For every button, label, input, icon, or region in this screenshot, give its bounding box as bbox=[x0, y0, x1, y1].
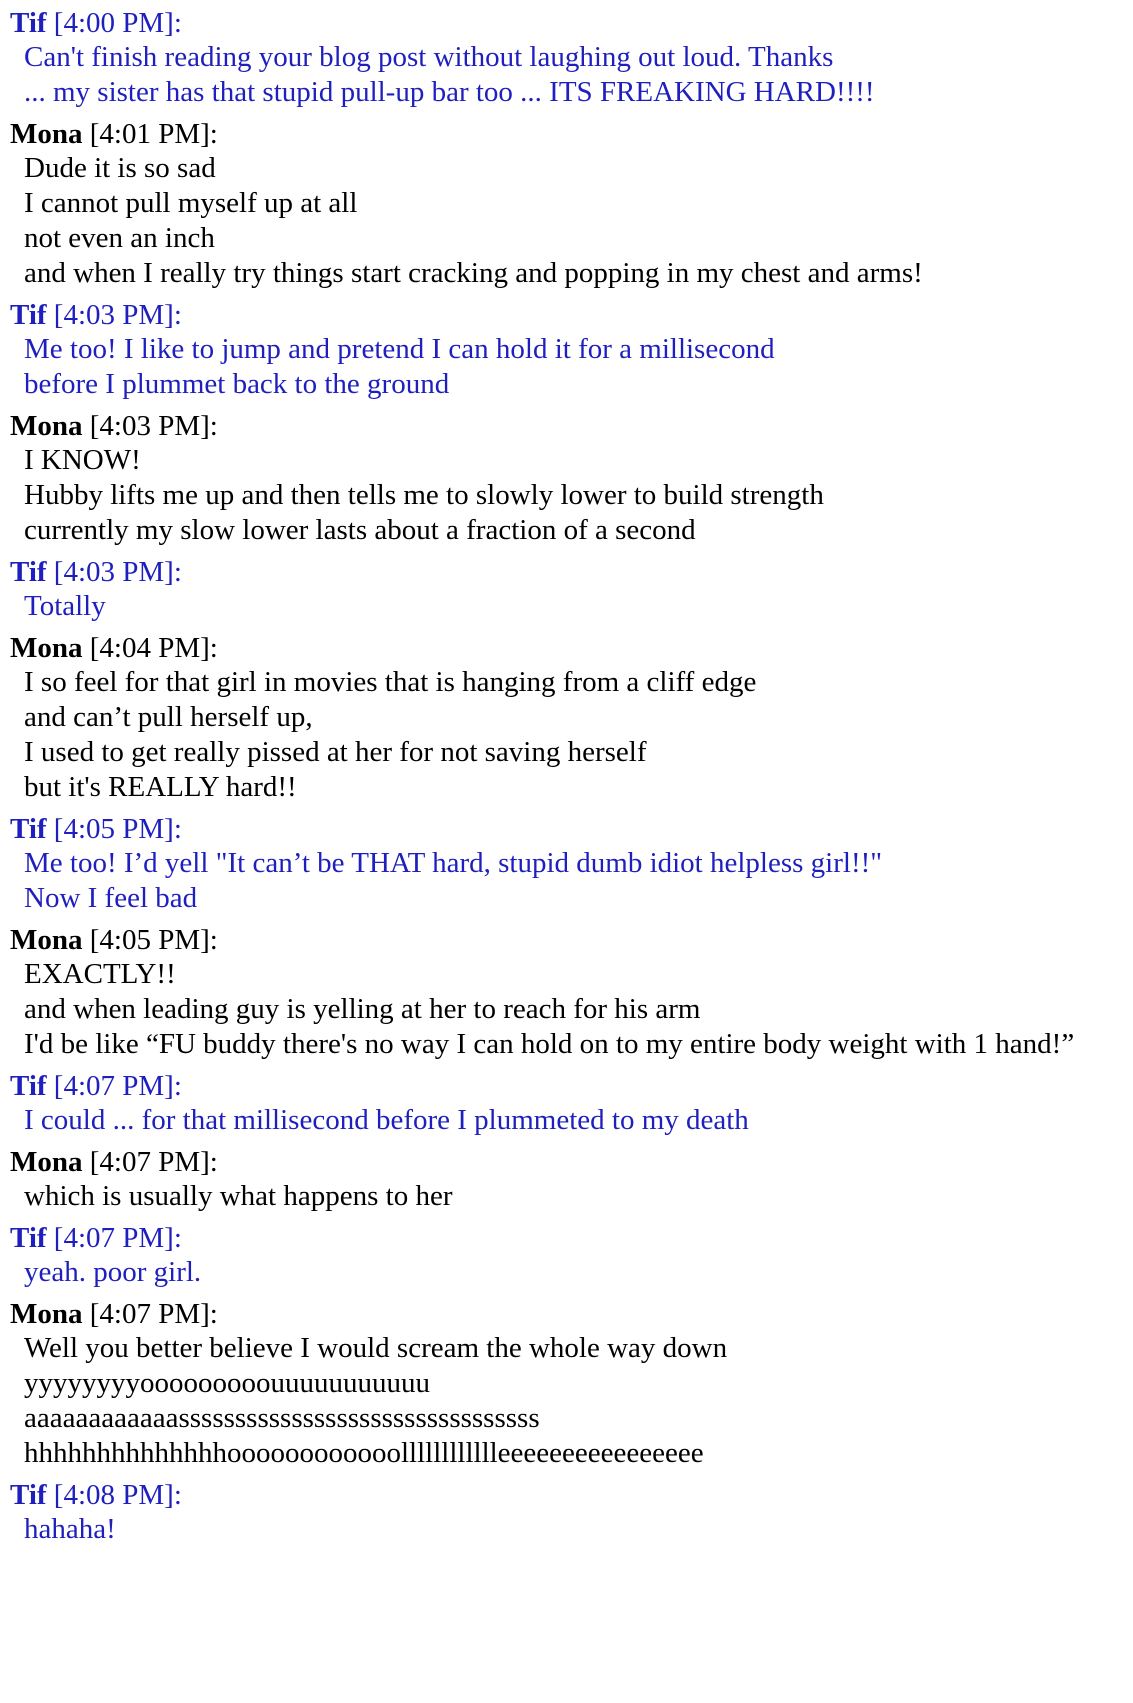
message-line: Now I feel bad bbox=[24, 882, 198, 914]
timestamp: [4:08 PM]: bbox=[53, 1479, 182, 1511]
chat-message bbox=[10, 555, 1125, 624]
message-line: I could ... for that millisecond before I plummeted to my death bbox=[24, 1104, 749, 1136]
chat-message bbox=[10, 6, 1125, 110]
timestamp: [4:03 PM]: bbox=[53, 299, 182, 331]
message-header bbox=[10, 555, 1125, 589]
message-header bbox=[10, 923, 1125, 957]
chat-transcript bbox=[10, 6, 1125, 1554]
timestamp: [4:04 PM]: bbox=[89, 632, 218, 664]
message-line: which is usually what happens to her bbox=[24, 1180, 453, 1212]
message-line: Me too! I’d yell "It can’t be THAT hard, stupid dumb idiot helpless girl!!" bbox=[24, 847, 883, 879]
message-line: ... my sister has that stupid pull-up bar too ... ITS FREAKING HARD!!!! bbox=[24, 76, 875, 108]
timestamp: [4:05 PM]: bbox=[89, 924, 218, 956]
sender-name: Tif bbox=[10, 1479, 47, 1511]
message-line: yeah. poor girl. bbox=[24, 1256, 202, 1288]
message-line: Me too! I like to jump and pretend I can hold it for a millisecond bbox=[24, 333, 775, 365]
chat-message bbox=[10, 298, 1125, 402]
message-header bbox=[10, 1069, 1125, 1103]
message-header bbox=[10, 812, 1125, 846]
chat-message bbox=[10, 1069, 1125, 1138]
timestamp: [4:07 PM]: bbox=[89, 1298, 218, 1330]
sender-name: Tif bbox=[10, 556, 47, 588]
message-header bbox=[10, 1478, 1125, 1512]
message-header bbox=[10, 6, 1125, 40]
sender-name: Tif bbox=[10, 1222, 47, 1254]
chat-message bbox=[10, 1221, 1125, 1290]
message-line: I cannot pull myself up at all bbox=[24, 187, 358, 219]
sender-name: Mona bbox=[10, 1146, 83, 1178]
message-line: EXACTLY!! bbox=[24, 958, 176, 990]
message-header bbox=[10, 1221, 1125, 1255]
chat-message bbox=[10, 117, 1125, 291]
message-line: and when I really try things start cracking and popping in my chest and arms! bbox=[24, 257, 923, 289]
timestamp: [4:07 PM]: bbox=[89, 1146, 218, 1178]
message-header bbox=[10, 1297, 1125, 1331]
chat-message bbox=[10, 923, 1125, 1062]
chat-message bbox=[10, 631, 1125, 805]
message-header bbox=[10, 117, 1125, 151]
message-line: currently my slow lower lasts about a fraction of a second bbox=[24, 514, 696, 546]
message-line: not even an inch bbox=[24, 222, 215, 254]
message-line: before I plummet back to the ground bbox=[24, 368, 450, 400]
chat-message bbox=[10, 1297, 1125, 1471]
message-line: but it's REALLY hard!! bbox=[24, 771, 297, 803]
timestamp: [4:01 PM]: bbox=[89, 118, 218, 150]
timestamp: [4:03 PM]: bbox=[53, 556, 182, 588]
sender-name: Mona bbox=[10, 632, 83, 664]
message-line: Well you better believe I would scream the whole way down bbox=[24, 1332, 728, 1364]
sender-name: Tif bbox=[10, 7, 47, 39]
message-line: and can’t pull herself up, bbox=[24, 701, 313, 733]
message-line: Can't finish reading your blog post without laughing out loud. Thanks bbox=[24, 41, 834, 73]
message-line: I so feel for that girl in movies that is hanging from a cliff edge bbox=[24, 666, 757, 698]
timestamp: [4:05 PM]: bbox=[53, 813, 182, 845]
message-header bbox=[10, 409, 1125, 443]
message-line: yyyyyyyyooooooooouuuuuuuuuuu bbox=[24, 1367, 430, 1399]
timestamp: [4:07 PM]: bbox=[53, 1070, 182, 1102]
chat-message bbox=[10, 1478, 1125, 1547]
message-header bbox=[10, 1145, 1125, 1179]
message-line: Hubby lifts me up and then tells me to slowly lower to build strength bbox=[24, 479, 824, 511]
timestamp: [4:07 PM]: bbox=[53, 1222, 182, 1254]
message-line: I KNOW! bbox=[24, 444, 141, 476]
message-line: hahaha! bbox=[24, 1513, 116, 1545]
sender-name: Tif bbox=[10, 1070, 47, 1102]
chat-message bbox=[10, 409, 1125, 548]
message-line: I used to get really pissed at her for not saving herself bbox=[24, 736, 647, 768]
chat-message bbox=[10, 1145, 1125, 1214]
message-header bbox=[10, 298, 1125, 332]
message-line: Totally bbox=[24, 590, 106, 622]
message-line: I'd be like “FU buddy there's no way I can hold on to my entire body weight with 1 hand!” bbox=[24, 1028, 1075, 1060]
sender-name: Tif bbox=[10, 813, 47, 845]
sender-name: Mona bbox=[10, 1298, 83, 1330]
message-line: Dude it is so sad bbox=[24, 152, 216, 184]
sender-name: Mona bbox=[10, 924, 83, 956]
sender-name: Mona bbox=[10, 118, 83, 150]
message-header bbox=[10, 631, 1125, 665]
timestamp: [4:00 PM]: bbox=[53, 7, 182, 39]
sender-name: Mona bbox=[10, 410, 83, 442]
message-line: and when leading guy is yelling at her to reach for his arm bbox=[24, 993, 701, 1025]
chat-message bbox=[10, 812, 1125, 916]
message-line: hhhhhhhhhhhhhhoooooooooooolllllllllllleeeeeeeeeeeeeeee bbox=[24, 1437, 704, 1469]
message-line: aaaaaaaaaaaassssssssssssssssssssssssssssssss bbox=[24, 1402, 540, 1434]
sender-name: Tif bbox=[10, 299, 47, 331]
timestamp: [4:03 PM]: bbox=[89, 410, 218, 442]
